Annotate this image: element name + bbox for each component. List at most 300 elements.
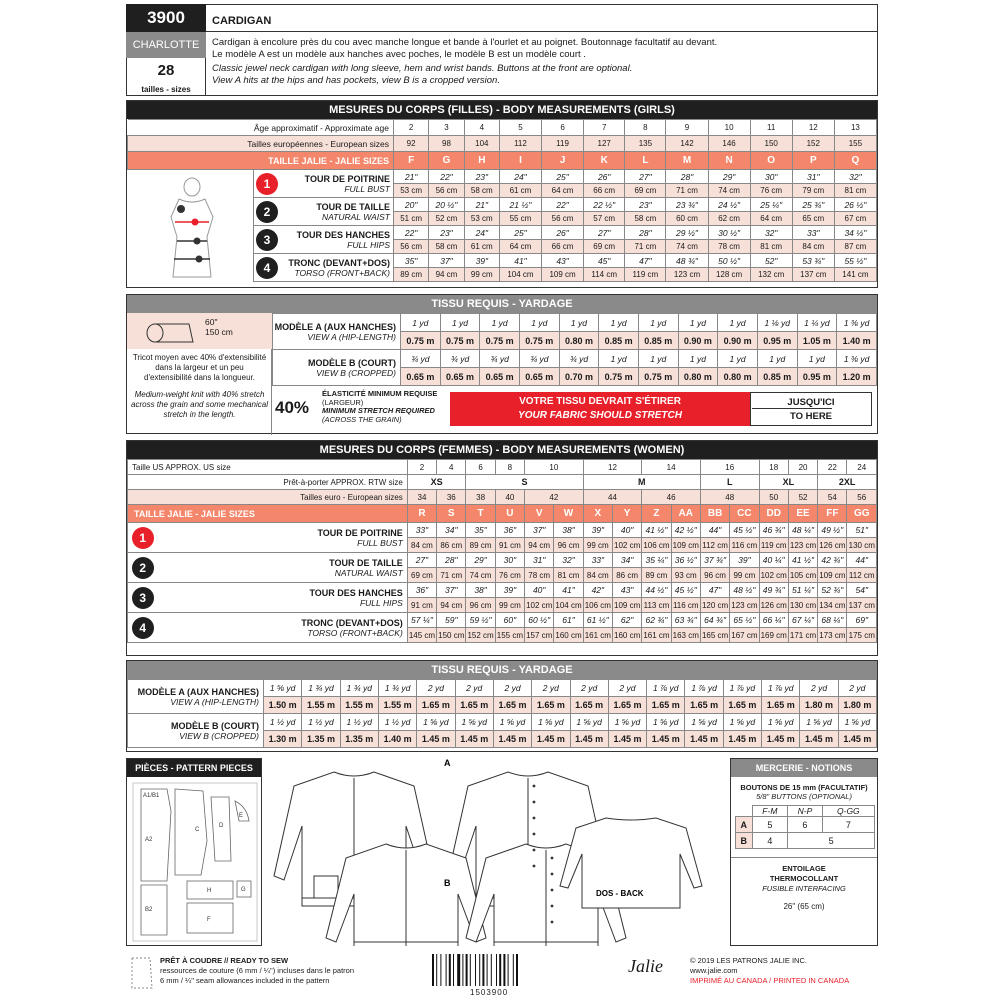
- cell: 53 ¾": [792, 254, 834, 268]
- measure-number-icon: 1: [132, 527, 154, 549]
- cell: 24: [847, 460, 877, 475]
- to-here-fr: JUSQU'ICI: [787, 397, 835, 408]
- view-b-fr: MODÈLE B (COURT): [308, 357, 396, 368]
- cell: 64 cm: [542, 184, 584, 198]
- girls-yardage-table: [272, 313, 877, 386]
- piece-label-h: H: [207, 888, 212, 894]
- cell: 1.80 m: [800, 697, 838, 714]
- girls-yardage: [126, 294, 878, 434]
- cell: 24": [464, 226, 499, 240]
- cell: 87 cm: [834, 240, 876, 254]
- cell: 1.65 m: [532, 697, 570, 714]
- cell: 1 ½ yd: [340, 714, 378, 731]
- cell: 62": [612, 613, 641, 628]
- cell: 26": [542, 226, 584, 240]
- cell: 61 ½": [583, 613, 612, 628]
- cell: 6: [466, 460, 495, 475]
- row-a-label: A: [736, 817, 753, 833]
- description: [206, 32, 878, 96]
- cell: 48: [700, 490, 759, 505]
- view-a-label: A: [444, 758, 451, 768]
- cell: 130 cm: [788, 598, 817, 613]
- cell: 1 yd: [638, 350, 678, 368]
- cell: 89 cm: [394, 268, 429, 282]
- cell: K: [584, 152, 625, 170]
- cell: 0.75 m: [440, 332, 480, 350]
- cell: 81 cm: [750, 240, 792, 254]
- measure-en: NATURAL WAIST: [334, 567, 403, 578]
- interfacing-fr1: ENTOILAGE: [782, 864, 826, 873]
- cell: 28": [625, 226, 666, 240]
- cell: 169 cm: [759, 628, 788, 643]
- measure-label: [254, 198, 394, 226]
- fabric-width-cm: 150 cm: [205, 327, 233, 337]
- cell: 55 ½": [834, 254, 876, 268]
- cell: 113 cm: [642, 598, 671, 613]
- girls-measurements: [126, 100, 878, 288]
- measure-en: TORSO (FRONT+BACK): [294, 267, 390, 278]
- cell: T: [466, 505, 495, 523]
- cell: 1.45 m: [723, 731, 761, 748]
- cell: 1 ½ yd: [378, 714, 416, 731]
- cell: 99 cm: [464, 268, 499, 282]
- cell: 0.65 m: [480, 368, 520, 386]
- cell: 22: [818, 460, 847, 475]
- cell: 1.80 m: [838, 697, 876, 714]
- cell: 109 cm: [818, 568, 847, 583]
- age-label: Âge approximatif - Approximate age: [128, 120, 394, 136]
- cell: 22": [542, 198, 584, 212]
- cell: 21": [394, 170, 429, 184]
- cell: 0.70 m: [559, 368, 599, 386]
- cell: 120 cm: [700, 598, 729, 613]
- cell: 1 yd: [401, 314, 441, 332]
- cell: P: [792, 152, 834, 170]
- view-b-front-plain: [326, 844, 486, 946]
- cell: 109 cm: [612, 598, 641, 613]
- cell: 161 cm: [583, 628, 612, 643]
- cell: 45 ½": [730, 523, 759, 538]
- interfacing-fr2: THERMOCOLLANT: [769, 874, 839, 883]
- cell: 1.35 m: [340, 731, 378, 748]
- cell: F: [394, 152, 429, 170]
- size-count: 28: [157, 62, 175, 79]
- cell: 62 cm: [708, 212, 750, 226]
- cell: 32": [750, 226, 792, 240]
- website: www.jalie.com: [690, 966, 738, 975]
- fabric-fr: Tricot moyen avec 40% d'extensibilité dans la largeur et un peu d'extensibilité dans la longueur.: [132, 353, 267, 382]
- cell: 43": [542, 254, 584, 268]
- cell: 51": [847, 523, 877, 538]
- cell: 1 yd: [678, 350, 718, 368]
- women-yardage: [126, 660, 878, 752]
- cell: 26 ½": [834, 198, 876, 212]
- cell: 1.45 m: [417, 731, 455, 748]
- cell: 1.65 m: [455, 697, 493, 714]
- cell: 1.45 m: [838, 731, 876, 748]
- measure-number-icon: 2: [256, 201, 278, 223]
- fabric-en: Medium-weight knit with 40% stretch across the grain and some mechanical stretch in the length.: [131, 390, 268, 419]
- cell: 47": [625, 254, 666, 268]
- cell: 23 ¾": [666, 198, 708, 212]
- notions-title: MERCERIE - NOTIONS: [731, 759, 877, 777]
- cell: 1 ½ yd: [264, 714, 302, 731]
- cell: 41": [499, 254, 541, 268]
- cell: 2: [407, 460, 436, 475]
- cell: 65 ½": [730, 613, 759, 628]
- cell: 36": [407, 583, 436, 598]
- euro-label-w: Tailles euro - European sizes: [128, 490, 408, 505]
- cell: 24": [499, 170, 541, 184]
- cell: 16: [700, 460, 759, 475]
- view-b-en: VIEW B (CROPPED): [316, 367, 396, 378]
- cell: 150: [750, 136, 792, 152]
- cell: GG: [847, 505, 877, 523]
- cell: 34": [612, 553, 641, 568]
- cell: 10: [708, 120, 750, 136]
- cell: 81 cm: [834, 184, 876, 198]
- cell: 30": [495, 553, 524, 568]
- cell: 6: [542, 120, 584, 136]
- cell: 1.50 m: [264, 697, 302, 714]
- cell: 12: [792, 120, 834, 136]
- cell: 1 yd: [678, 314, 718, 332]
- jalie-logo: Jalie: [628, 956, 663, 976]
- cell: 1.65 m: [417, 697, 455, 714]
- cell: 51 ¼": [788, 583, 817, 598]
- cell: 48 ¾": [666, 254, 708, 268]
- cell: 81 cm: [554, 568, 583, 583]
- cell: 27": [584, 226, 625, 240]
- cell: 1 yd: [559, 314, 599, 332]
- cell: 42 ¾": [818, 553, 847, 568]
- cell: 62 ¾": [642, 613, 671, 628]
- cell: 2 yd: [417, 680, 455, 697]
- cell: 55 cm: [499, 212, 541, 226]
- cell: 37 ¾": [700, 553, 729, 568]
- cell: 2 yd: [838, 680, 876, 697]
- measure-number-icon: 2: [132, 557, 154, 579]
- cell: N: [708, 152, 750, 170]
- cell: 2XL: [818, 475, 877, 490]
- cell: 74 cm: [466, 568, 495, 583]
- cell: 41": [554, 583, 583, 598]
- cell: 74 cm: [666, 240, 708, 254]
- view-b-en-w: VIEW B (CROPPED): [179, 730, 259, 741]
- cell: 0.85 m: [599, 332, 639, 350]
- cell: 4: [464, 120, 499, 136]
- cell: 1 ⅝ yd: [455, 714, 493, 731]
- cell: 152 cm: [466, 628, 495, 643]
- cell: 56: [847, 490, 877, 505]
- view-a-en-w: VIEW A (HIP-LENGTH): [170, 696, 259, 707]
- cell: 58 cm: [464, 184, 499, 198]
- cell: 0.80 m: [718, 368, 758, 386]
- cell: XL: [759, 475, 818, 490]
- cell: 102 cm: [525, 598, 554, 613]
- cell: 1 ⅝ yd: [723, 714, 761, 731]
- cell: 57 ¼": [407, 613, 436, 628]
- arrow-line: [752, 408, 832, 409]
- cell: ¾ yd: [559, 350, 599, 368]
- cell: 119 cm: [625, 268, 666, 282]
- size-count-box: [126, 58, 206, 96]
- cell: 1 ¾ yd: [302, 680, 340, 697]
- cell: 119: [542, 136, 584, 152]
- stretch-en: MINIMUM STRETCH REQUIRED: [322, 406, 435, 415]
- cell: 42": [583, 583, 612, 598]
- cell: 37": [429, 254, 464, 268]
- cell: 99 cm: [495, 598, 524, 613]
- cell: 84 cm: [407, 538, 436, 553]
- cell: 46 ¾": [759, 523, 788, 538]
- cell: 36 ½": [671, 553, 700, 568]
- cell: 20": [394, 198, 429, 212]
- cell: 0.75 m: [480, 332, 520, 350]
- women-yardage-table: [127, 679, 877, 748]
- cell: 96 cm: [554, 538, 583, 553]
- cell: 96 cm: [466, 598, 495, 613]
- piece-label-c: C: [195, 827, 200, 833]
- cell: 59 ½": [466, 613, 495, 628]
- cell: 1 yd: [480, 314, 520, 332]
- cell: 0.95 m: [757, 332, 797, 350]
- cell: 160 cm: [612, 628, 641, 643]
- cell: 34 ½": [834, 226, 876, 240]
- cell: 67 ¼": [788, 613, 817, 628]
- view-a-fr: MODÈLE A (AUX HANCHES): [274, 321, 396, 332]
- cell: 69 cm: [407, 568, 436, 583]
- cell: 1.55 m: [378, 697, 416, 714]
- cell: BB: [700, 505, 729, 523]
- cell: 106 cm: [642, 538, 671, 553]
- cell: 71 cm: [625, 240, 666, 254]
- to-here-box: [750, 392, 872, 426]
- measure-label: [254, 226, 394, 254]
- garment-illustrations: [266, 758, 716, 946]
- measure-fr: TOUR DE TAILLE: [329, 557, 403, 568]
- cell: 175 cm: [847, 628, 877, 643]
- cell: 86 cm: [437, 538, 466, 553]
- cell: 0.85 m: [757, 368, 797, 386]
- cell: 69 cm: [625, 184, 666, 198]
- fabric-width-in: 60": [205, 317, 218, 327]
- cell: 94 cm: [525, 538, 554, 553]
- cell: 1.05 m: [797, 332, 837, 350]
- cell: 60": [495, 613, 524, 628]
- cell: 137 cm: [792, 268, 834, 282]
- cell: 22": [429, 170, 464, 184]
- cell: 116 cm: [730, 538, 759, 553]
- cell: 1.65 m: [608, 697, 646, 714]
- cell: 49 ½": [818, 523, 847, 538]
- cell: 123 cm: [788, 538, 817, 553]
- cell: 40 ¼": [759, 553, 788, 568]
- cell: 89 cm: [642, 568, 671, 583]
- cell: 30": [750, 170, 792, 184]
- fabric-roll-icon: [145, 319, 195, 345]
- cell: 50 ½": [708, 254, 750, 268]
- cell: 167 cm: [730, 628, 759, 643]
- cell: Q: [834, 152, 876, 170]
- cell: 142: [666, 136, 708, 152]
- cell: 93 cm: [671, 568, 700, 583]
- cell: 48 ½": [730, 583, 759, 598]
- cell: 1 ⅜ yd: [837, 314, 877, 332]
- cell: 2 yd: [455, 680, 493, 697]
- euro-label: Tailles européennes - European sizes: [128, 136, 394, 152]
- cell: 39": [583, 523, 612, 538]
- cell: 1 ⅝ yd: [570, 714, 608, 731]
- buttons-fr: BOUTONS DE 15 mm (FACULTATIF): [740, 783, 868, 792]
- cell: 89 cm: [466, 538, 495, 553]
- cell: 126 cm: [759, 598, 788, 613]
- cell: V: [525, 505, 554, 523]
- cell: 152: [792, 136, 834, 152]
- cell: 2 yd: [532, 680, 570, 697]
- pattern-number: 3900: [126, 4, 206, 32]
- cell: XS: [407, 475, 466, 490]
- girls-table: [127, 119, 877, 282]
- cell: 1.55 m: [302, 697, 340, 714]
- row-a-qgg: 7: [822, 817, 874, 833]
- cell: FF: [818, 505, 847, 523]
- cell: 64 ¾": [700, 613, 729, 628]
- cell: 42 ½": [671, 523, 700, 538]
- cell: 1.65 m: [762, 697, 800, 714]
- desc-fr-1: Cardigan à encolure près du cou avec manche longue et bande à l'ourlet et au poignet. Boutonnage facultatif au devant.: [212, 37, 718, 48]
- cell: 128 cm: [708, 268, 750, 282]
- cell: 29": [466, 553, 495, 568]
- cell: 61": [554, 613, 583, 628]
- cell: 1 ⅝ yd: [493, 714, 531, 731]
- cell: 1.45 m: [647, 731, 685, 748]
- rtw-label: Prêt-à-porter APPROX. RTW size: [128, 475, 408, 490]
- cell: 1.20 m: [837, 368, 877, 386]
- cell: 52 ¾": [818, 583, 847, 598]
- cell: 104: [464, 136, 499, 152]
- cell: 127: [584, 136, 625, 152]
- allowance-fr: ressources de couture (6 mm / ¼") incluses dans le patron: [160, 966, 355, 975]
- cell: 173 cm: [818, 628, 847, 643]
- measure-fr: TOUR DES HANCHES: [296, 229, 390, 240]
- cell: 78 cm: [708, 240, 750, 254]
- women-yardage-title: TISSU REQUIS - YARDAGE: [127, 661, 877, 679]
- cell: 79 cm: [792, 184, 834, 198]
- cell: 50: [759, 490, 788, 505]
- stretch-fr2: (LARGEUR): [322, 397, 364, 407]
- cell: 1.40 m: [837, 332, 877, 350]
- cell: 46: [642, 490, 701, 505]
- cell: 1 yd: [519, 314, 559, 332]
- cell: 25": [542, 170, 584, 184]
- cell: 1 ⅝ yd: [532, 714, 570, 731]
- jalie-label: TAILLE JALIE - JALIE SIZES: [128, 152, 394, 170]
- cell: EE: [788, 505, 817, 523]
- cell: 2 yd: [493, 680, 531, 697]
- row-a-fm: 5: [752, 817, 788, 833]
- cell: 39": [730, 553, 759, 568]
- measure-label: [254, 254, 394, 282]
- row-b-fm: 4: [752, 833, 788, 849]
- cell: 45": [584, 254, 625, 268]
- col-fm: F-M: [752, 806, 788, 817]
- jalie-label-w: TAILLE JALIE - JALIE SIZES: [128, 505, 408, 523]
- measure-en: TORSO (FRONT+BACK): [307, 627, 403, 638]
- measure-en: FULL BUST: [344, 183, 390, 194]
- women-table: [127, 459, 877, 643]
- cell: 47": [700, 583, 729, 598]
- cell: 1 yd: [599, 314, 639, 332]
- cell: 33": [792, 226, 834, 240]
- cell: 1 ⅝ yd: [685, 714, 723, 731]
- cell: H: [464, 152, 499, 170]
- cell: 64 cm: [750, 212, 792, 226]
- measure-fr: TOUR DES HANCHES: [309, 587, 403, 598]
- scissors-pattern-icon: [130, 954, 154, 992]
- pieces-title: PIÈCES - PATTERN PIECES: [127, 759, 261, 777]
- cell: 1.45 m: [570, 731, 608, 748]
- cell: 1 ⅝ yd: [417, 714, 455, 731]
- cell: 65 cm: [792, 212, 834, 226]
- cell: 35 ¼": [642, 553, 671, 568]
- cell: 61 cm: [464, 240, 499, 254]
- cell: 40": [612, 523, 641, 538]
- cell: 1 yd: [599, 350, 639, 368]
- cell: 33": [407, 523, 436, 538]
- cell: 1.65 m: [685, 697, 723, 714]
- cell: S: [437, 505, 466, 523]
- cell: 40: [495, 490, 524, 505]
- cell: 155: [834, 136, 876, 152]
- stretch-bar: [450, 392, 750, 426]
- cell: 123 cm: [730, 598, 759, 613]
- piece-label-g: G: [241, 887, 246, 893]
- cell: 56 cm: [542, 212, 584, 226]
- cell: 1 ⅜ yd: [837, 350, 877, 368]
- cell: 105 cm: [788, 568, 817, 583]
- cell: 64 cm: [499, 240, 541, 254]
- cell: 1 ⅝ yd: [264, 680, 302, 697]
- interfacing-length: 26" (65 cm): [783, 902, 825, 911]
- cell: ¾ yd: [440, 350, 480, 368]
- cell: 109 cm: [542, 268, 584, 282]
- cell: 30 ½": [708, 226, 750, 240]
- cell: 2: [394, 120, 429, 136]
- cell: 44": [847, 553, 877, 568]
- us-label: Taille US APPROX. US size: [128, 460, 408, 475]
- cell: 31": [792, 170, 834, 184]
- cell: 40": [525, 583, 554, 598]
- cell: 1 yd: [718, 314, 758, 332]
- measure-number-icon: 1: [256, 173, 278, 195]
- cell: 59": [437, 613, 466, 628]
- cell: 11: [750, 120, 792, 136]
- cell: 76 cm: [750, 184, 792, 198]
- cell: 10: [525, 460, 584, 475]
- cell: 58 cm: [429, 240, 464, 254]
- measure-number-icon: 3: [256, 229, 278, 251]
- cell: 8: [495, 460, 524, 475]
- cell: 114 cm: [584, 268, 625, 282]
- cell: 66 cm: [542, 240, 584, 254]
- cell: 2 yd: [608, 680, 646, 697]
- cell: 24 ½": [708, 198, 750, 212]
- to-here-en: TO HERE: [789, 411, 833, 422]
- cell: 18: [759, 460, 788, 475]
- cell: 104 cm: [499, 268, 541, 282]
- cell: 63 ¾": [671, 613, 700, 628]
